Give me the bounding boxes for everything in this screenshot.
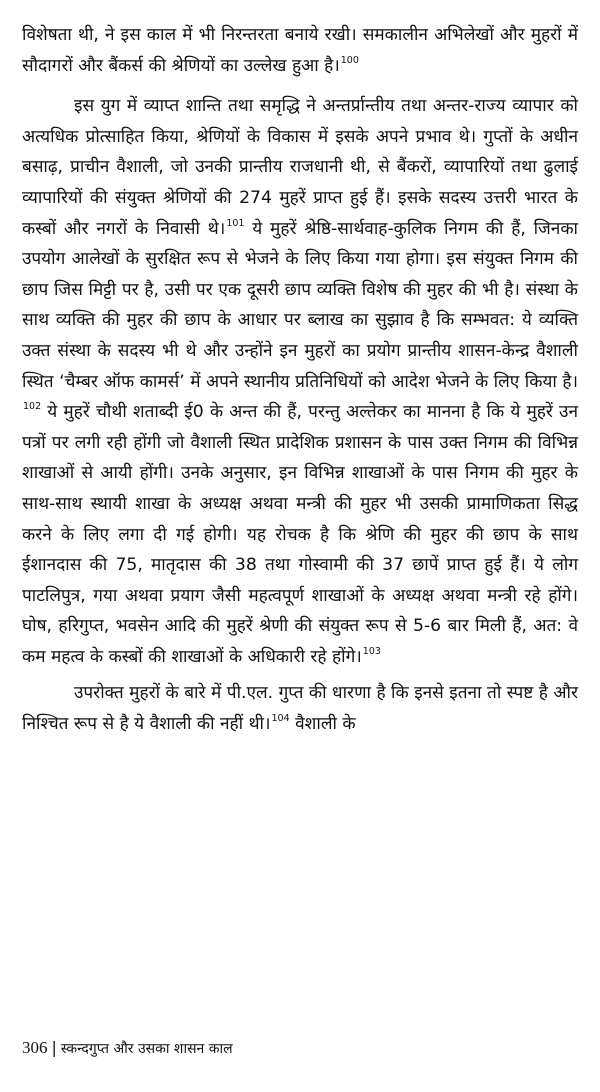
- paragraph-2-segment-3: ये मुहरें चौथी शताब्दी ई0 के अन्त की हैं, परन्तु अल्तेकर का मानना है कि ये मुहरें उन पत्रों पर लगी रही होंगी जो वैशाली स्थित प्रादेशिक प्रशासन के पास उक्त निगम की विभिन्न शाखाओं से आयी होंगी। उनके अनुसार, इन विभिन्न शाखाओं के पास निगम की मुहर के साथ-साथ स्थायी शाखा के अध्यक्ष अथवा मन्त्री की मुहर भी उसकी प्रामाणिकता सिद्ध करने के लिए लगा दी गई होगी। यह रोचक है कि श्रेणि की मुहर की छाप के साथ ईशानदास की 75, मातृदास की 38 तथा गोस्वामी की 37 छापें प्राप्त हुई हैं। ये लोग पाटलिपुत्र, गया अथवा प्रयाग जैसी महत्वपूर्ण शाखाओं के अध्यक्ष अथवा मन्त्री रहे होंगे। घोष, हरिगुप्त, भवसेन आदि की मुहरें श्रेणी की संयुक्त रूप से 5-6 बार मिली हैं, अत: वे कम महत्व के कस्बों की शाखाओं के अधिकारी रहे होंगे।: [22, 402, 578, 667]
- footnote-ref-102: 102: [23, 401, 42, 413]
- paragraph-1: [22, 20, 578, 81]
- paragraph-3: [22, 678, 578, 739]
- footnote-ref-100: 100: [340, 54, 359, 66]
- paragraph-3-segment-1: उपरोक्त मुहरों के बारे में पी.एल. गुप्त की धारणा है कि इनसे इतना तो स्पष्ट है और निश्चित रूप से है ये वैशाली की नहीं थी।: [22, 683, 578, 735]
- paragraph-2: [22, 91, 578, 672]
- footnote-ref-101: 101: [226, 217, 245, 229]
- footnote-ref-103: 103: [362, 645, 381, 657]
- book-title: स्कन्दगुप्त और उसका शासन काल: [60, 1041, 233, 1057]
- paragraph-2-segment-1: इस युग में व्याप्त शान्ति तथा समृद्धि ने अन्तर्प्रान्तीय तथा अन्तर-राज्य व्यापार को अत्यधिक प्रोत्साहित किया, श्रेणियों के विकास में इसके अपने प्रभाव थे। गुप्तों के अधीन बसाढ़, प्राचीन वैशाली, जो उनकी प्रान्तीय राजधानी थी, से बैंकरों, व्यापारियों तथा ढुलाई व्यापारियों की संयुक्त श्रेणियों की 274 मुहरें प्राप्त हुई हैं। इसके सदस्य उत्तरी भारत के कस्बों और नगरों के निवासी थे।: [22, 96, 578, 239]
- paragraph-1-text: विशेषता थी, ने इस काल में भी निरन्तरता बनाये रखी। समकालीन अभिलेखों और मुहरों में सौदागरों और बैंकर्स की श्रेणियों का उल्लेख हुआ है।: [22, 25, 578, 76]
- paragraph-3-segment-2: वैशाली के: [289, 714, 356, 735]
- paragraph-2-segment-2: ये मुहरें श्रेष्ठि-सार्थवाह-कुलिक निगम की हैं, जिनका उपयोग आलेखों के सुरक्षित रूप से भेजने के लिए किया गया होगा। इस संयुक्त निगम की छाप जिस मिट्टी पर है, उसी पर एक दूसरी छाप व्यक्ति विशेष की मुहर की भी है। संस्था के साथ व्यक्ति की मुहर की छाप के आधार पर ब्लाख का सुझाव है कि सम्भवत: ये व्यक्ति उक्त संस्था के सदस्य भी थे और उन्होंने इन मुहरों का प्रयोग प्रान्तीय शासन-केन्द्र वैशाली स्थित ‘चैम्बर ऑफ कामर्स’ में अपने स्थानीय प्रतिनिधियों को आदेश भेजने के लिए किया है।: [22, 218, 578, 392]
- footnote-ref-104: 104: [271, 713, 290, 725]
- page-footer: [22, 1038, 233, 1058]
- page-number: 306: [22, 1038, 48, 1057]
- footer-separator: |: [51, 1038, 57, 1057]
